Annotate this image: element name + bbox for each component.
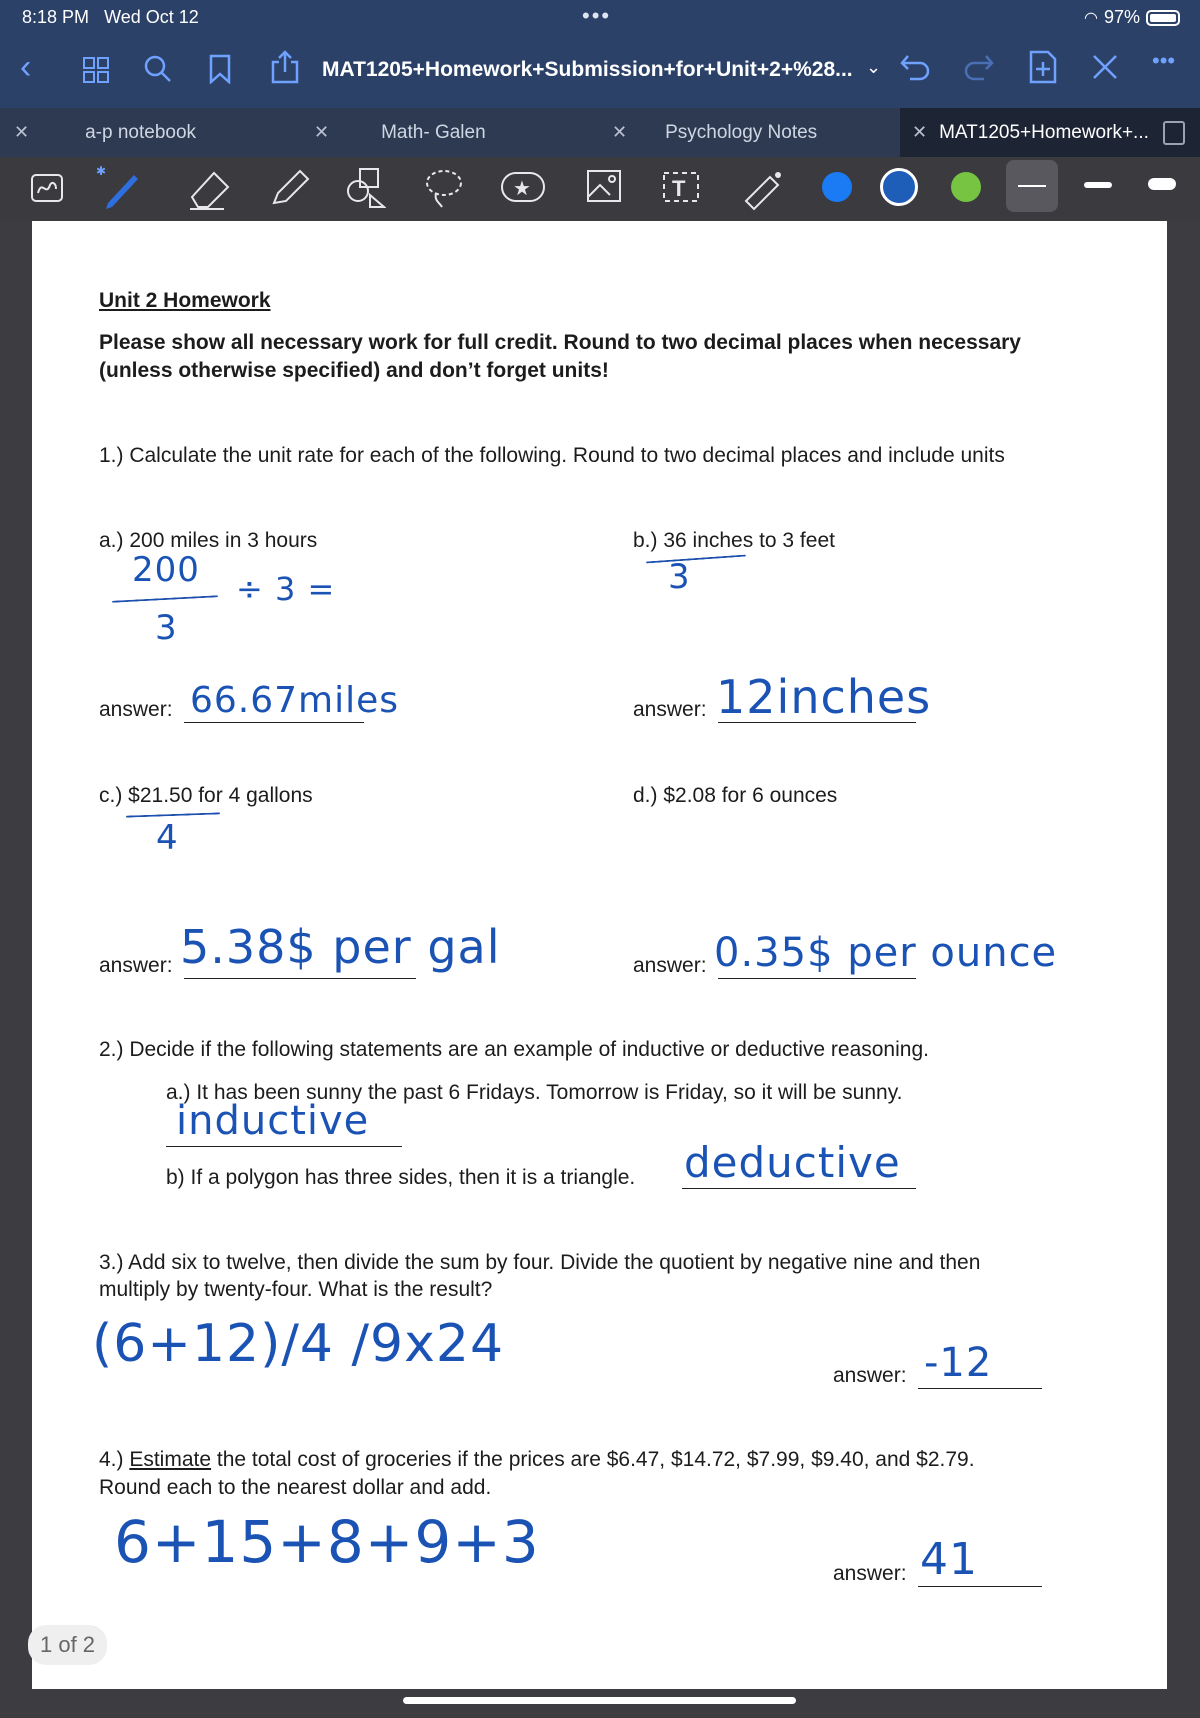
- status-time: 8:18 PM Wed Oct 12: [22, 7, 199, 27]
- add-page-icon[interactable]: [1028, 50, 1058, 84]
- hw-1a-numerator: 200: [132, 550, 200, 590]
- hw-2b-answer: deductive: [684, 1138, 901, 1187]
- bookmark-icon[interactable]: [208, 54, 232, 84]
- document-title[interactable]: MAT1205+Homework+Submission+for+Unit+2+%28...: [322, 58, 853, 81]
- question-3-line-1: 3.) Add six to twelve, then divide the sum by four. Divide the quotient by negative nine and then: [99, 1251, 981, 1274]
- answer-label-1d: answer:: [633, 954, 707, 977]
- answer-line-3: [918, 1388, 1042, 1389]
- page-counter: 1 of 2: [28, 1625, 107, 1665]
- answer-line-1d: [718, 978, 916, 979]
- hw-1a-operation: ÷ 3 =: [236, 570, 336, 608]
- pen-tool-icon[interactable]: [94, 163, 146, 213]
- stroke-medium-button[interactable]: [1084, 182, 1112, 188]
- svg-text:T: T: [672, 176, 686, 201]
- question-1a: a.) 200 miles in 3 hours: [99, 529, 318, 552]
- instructions-line-1: Please show all necessary work for full credit. Round to two decimal places when necessary: [99, 331, 1021, 354]
- text-tool-icon[interactable]: [660, 169, 702, 205]
- pen-close-icon[interactable]: [1090, 52, 1120, 82]
- instructions-line-2: (unless otherwise specified) and don’t forget units!: [99, 359, 609, 382]
- answer-label-1a: answer:: [99, 698, 173, 721]
- tab-math-galen[interactable]: [300, 108, 620, 157]
- tab-label: Psychology Notes: [665, 121, 818, 143]
- answer-line-4: [918, 1586, 1042, 1587]
- color-swatch-green[interactable]: [951, 172, 981, 202]
- answer-line-2b: [682, 1188, 916, 1189]
- answer-line-1c: [184, 978, 416, 979]
- stroke-thin-button[interactable]: [1006, 160, 1058, 212]
- more-options-icon[interactable]: •••: [1152, 48, 1176, 73]
- document-mode-icon[interactable]: [30, 171, 66, 205]
- back-chevron-icon[interactable]: ‹: [20, 48, 32, 86]
- estimate-underlined: Estimate: [129, 1448, 212, 1471]
- document-tabs: [0, 108, 1200, 157]
- hw-2a-answer: inductive: [176, 1098, 370, 1144]
- tab-label: a-p notebook: [85, 121, 197, 143]
- svg-text:✱: ✱: [96, 164, 107, 178]
- hw-1b-denominator: 3: [668, 557, 691, 597]
- question-3-line-2: multiply by twenty-four. What is the result?: [99, 1278, 493, 1301]
- color-swatch-blue[interactable]: [822, 172, 852, 202]
- question-1: 1.) Calculate the unit rate for each of the following. Round to two decimal places and include units: [99, 444, 1005, 467]
- question-4-line-1: 4.) Estimate the total cost of groceries if the prices are $6.47, $14.72, $7.99, $9.40, and $2.79.: [99, 1448, 975, 1471]
- hw-1d-answer: 0.35$ per ounce: [714, 930, 1058, 976]
- image-tool-icon[interactable]: [584, 167, 624, 207]
- shapes-tool-icon[interactable]: [344, 165, 386, 211]
- redo-icon[interactable]: [962, 52, 994, 82]
- stroke-thick-button[interactable]: [1148, 178, 1176, 190]
- close-tab-icon[interactable]: ✕: [314, 122, 330, 142]
- color-swatch-navy-selected[interactable]: [880, 168, 918, 206]
- home-indicator[interactable]: [403, 1697, 796, 1704]
- battery-percent: 97%: [1103, 7, 1140, 27]
- hw-4-answer: 41: [920, 1534, 978, 1585]
- laser-pointer-icon[interactable]: [740, 165, 788, 211]
- elements-star-icon[interactable]: [500, 169, 546, 205]
- tab-label: MAT1205+Homework+...: [939, 121, 1149, 143]
- page-title: Unit 2 Homework: [99, 289, 271, 312]
- answer-label-3: answer:: [833, 1364, 907, 1387]
- question-1c: c.) $21.50 for 4 gallons: [99, 784, 313, 807]
- wifi-icon: ◠: [1084, 9, 1098, 27]
- tab-psychology-notes[interactable]: [600, 108, 900, 157]
- hw-1b-answer: 12inches: [716, 670, 932, 724]
- answer-line-2a: [166, 1146, 402, 1147]
- question-2: 2.) Decide if the following statements are an example of inductive or deductive reasoning.: [99, 1038, 929, 1061]
- share-icon[interactable]: [270, 50, 300, 84]
- hw-3-work: (6+12)/4 /9x24: [92, 1314, 505, 1374]
- hw-3-answer: -12: [924, 1340, 993, 1386]
- hw-1c-denominator: 4: [156, 818, 179, 858]
- answer-line-1a: [184, 722, 364, 723]
- top-toolbar: [0, 36, 1200, 108]
- question-2b: b) If a polygon has three sides, then it is a triangle.: [166, 1166, 636, 1189]
- split-view-icon[interactable]: [1163, 121, 1185, 145]
- question-2a: a.) It has been sunny the past 6 Fridays. Tomorrow is Friday, so it will be sunny.: [166, 1081, 903, 1104]
- tab-mat1205-homework[interactable]: [900, 108, 1200, 157]
- highlighter-tool-icon[interactable]: [266, 165, 312, 211]
- status-bar: [0, 0, 1200, 36]
- question-1d: d.) $2.08 for 6 ounces: [633, 784, 838, 807]
- answer-label-1c: answer:: [99, 954, 173, 977]
- title-dropdown-chevron-icon[interactable]: ⌄: [866, 57, 882, 77]
- tab-ap-notebook[interactable]: [0, 108, 320, 157]
- close-tab-icon[interactable]: ✕: [612, 122, 628, 142]
- hw-4-work: 6+15+8+9+3: [114, 1508, 540, 1576]
- eraser-tool-icon[interactable]: [186, 165, 232, 211]
- close-tab-icon[interactable]: ✕: [14, 122, 30, 142]
- hw-1a-denominator: 3: [155, 608, 178, 648]
- tab-label: Math- Galen: [381, 121, 486, 143]
- svg-text:★: ★: [513, 178, 531, 200]
- answer-label-4: answer:: [833, 1562, 907, 1585]
- battery-icon: [1146, 10, 1180, 26]
- answer-label-1b: answer:: [633, 698, 707, 721]
- thin-stroke-icon: [1018, 185, 1046, 187]
- hw-1c-answer: 5.38$ per gal: [180, 920, 501, 974]
- undo-icon[interactable]: [900, 52, 932, 82]
- question-4-line-2: Round each to the nearest dollar and add.: [99, 1476, 492, 1499]
- thumbnails-grid-icon[interactable]: [82, 56, 110, 84]
- close-tab-icon[interactable]: ✕: [912, 122, 928, 142]
- multitask-dots-icon[interactable]: •••: [582, 3, 612, 28]
- search-icon[interactable]: [143, 54, 173, 84]
- hw-1a-answer: 66.67miles: [190, 680, 400, 721]
- lasso-tool-icon[interactable]: [424, 167, 464, 209]
- question-1b: b.) 36 inches to 3 feet: [633, 529, 835, 552]
- battery-status: [1084, 7, 1180, 28]
